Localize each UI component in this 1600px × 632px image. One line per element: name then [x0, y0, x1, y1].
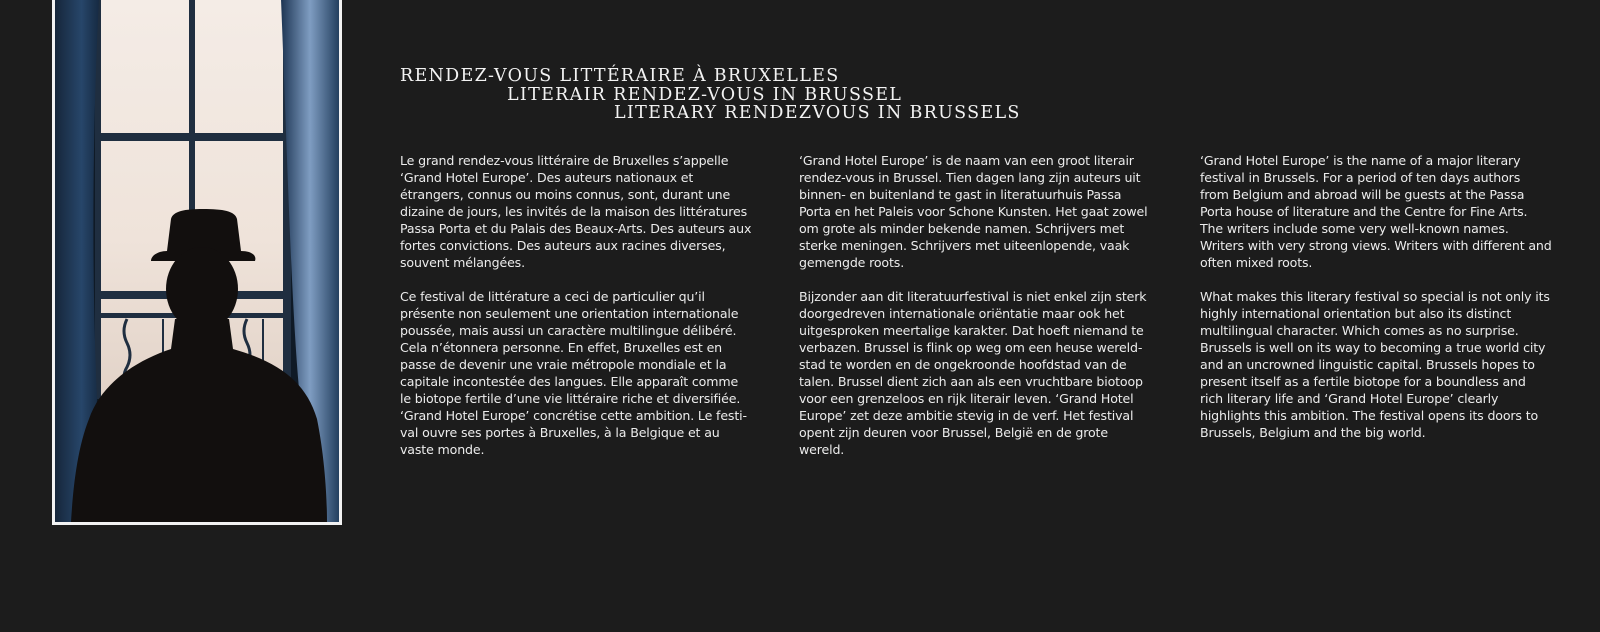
title-english: LITERARY RENDEZVOUS IN BRUSSELS — [614, 103, 1021, 123]
column-french — [400, 152, 752, 475]
english-paragraph-2: What makes this literary festival so special is not only its highly international orientation but also its distinct multilingual character. Which comes as no surprise. Brussels is well on its way to becoming a true world city and an uncrowned linguistic capital. Brussels hopes to present itself as a fertile biotope for a boundless and rich literary life and ‘Grand Hotel Europe’ clearly highlights this ambition. The festival opens its doors to Brussels, Belgium and the big world. — [1200, 289, 1550, 440]
trilingual-title — [400, 67, 1100, 123]
silhouette-photo — [52, 0, 342, 525]
french-paragraph-2: Ce festival de littérature a ceci de particulier qu’il présente non seulement une orientation internationale poussée, mais aussi un caractère multilingue délibéré. Cela n’étonnera personne. En effet, Bruxelles est en passe de devenir une vraie métropole mondiale et la capitale incontestée des langues. Elle apparaît comme le biotope fertile d’une vie littéraire riche et diversifiée. ‘Grand Hotel Europe’ concrétise cette ambition. Le festi-val ouvre ses portes à Bruxelles, à la Belgique et au vaste monde. — [400, 289, 747, 457]
french-paragraph-1: Le grand rendez-vous littéraire de Bruxelles s’appelle ‘Grand Hotel Europe’. Des auteurs nationaux et étrangers, connus ou moins connus, sont, durant une dizaine de jours, les invités de la maison des littératures Passa Porta et du Palais des Beaux-Arts. Des auteurs aux fortes convictions. Des auteurs aux racines diverses, souvent mélangées. — [400, 153, 752, 270]
column-english — [1200, 152, 1552, 458]
column-dutch — [799, 152, 1151, 475]
dutch-paragraph-2: Bijzonder aan dit literatuurfestival is niet enkel zijn sterk doorgedreven internationale oriëntatie maar ook het uitgesproken meertalige karakter. Dat hoeft niemand te verbazen. Brussel is flink op weg om een heuse wereld-stad te worden en de ongekroonde hoofdstad van de talen. Brussel dient zich aan als een vruchtbare biotoop voor een grenzeloos en rijk literair leven. ‘Grand Hotel Europe’ zet deze ambitie stevig in de verf. Het festival opent zijn deuren voor Brussel, België en de grote wereld. — [799, 289, 1147, 457]
title-dutch: LITERAIR RENDEZ-VOUS IN BRUSSEL — [507, 84, 903, 105]
dutch-paragraph-1: ‘Grand Hotel Europe’ is de naam van een groot literair rendez-vous in Brussel. Tien dagen lang zijn auteurs uit binnen- en buitenland te gast in literatuurhuis Passa Porta en het Paleis voor Schone Kunsten. Het gaat zowel om grote als minder bekende namen. Schrijvers met sterke meningen. Schrijvers met uiteenlopende, vaak gemengde roots. — [799, 153, 1148, 270]
english-paragraph-1: ‘Grand Hotel Europe’ is the name of a major literary festival in Brussels. For a period of ten days authors from Belgium and abroad will be guests at the Passa Porta house of literature and the Centre for Fine Arts. The writers include some very well-known names. Writers with very strong views. Writers with different and often mixed roots. — [1200, 153, 1552, 270]
title-french: RENDEZ-VOUS LITTÉRAIRE À BRUXELLES — [400, 66, 840, 86]
window-silhouette-image — [55, 0, 339, 522]
